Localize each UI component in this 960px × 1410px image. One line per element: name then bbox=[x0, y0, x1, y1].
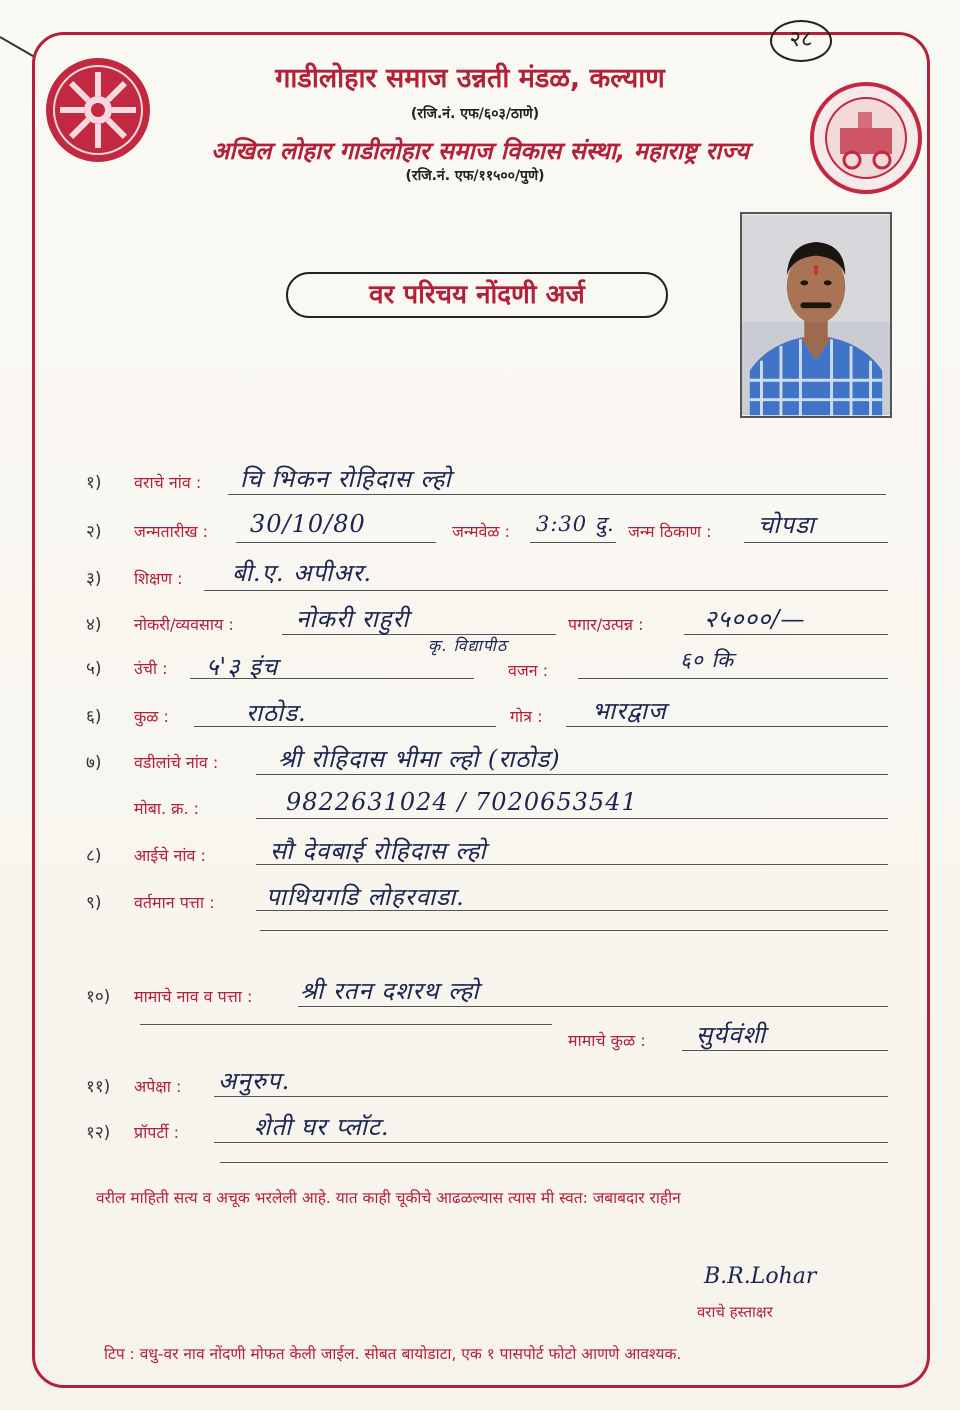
org-title: गाडीलोहार समाज उन्नती मंडळ, कल्याण bbox=[275, 63, 665, 94]
value-expectation: अनुरुप. bbox=[218, 1067, 291, 1095]
line-weight bbox=[578, 678, 888, 679]
line-mobile bbox=[256, 818, 888, 819]
line-dob bbox=[236, 542, 436, 543]
label-mobile: मोबा. क्र. : bbox=[134, 799, 200, 818]
label-salary: पगार/उत्पन्न : bbox=[568, 615, 644, 634]
field-number: ३) bbox=[86, 569, 102, 589]
value-father-name: श्री रोहिदास भीमा ल्हो (राठोड) bbox=[278, 745, 561, 773]
value-kul: राठोड. bbox=[246, 699, 307, 727]
field-number: १२) bbox=[86, 1123, 111, 1143]
org-subtitle: अखिल लोहार गाडीलोहार समाज विकास संस्था, महाराष्ट्र राज्य bbox=[210, 137, 750, 165]
value-salary: २५०००/— bbox=[704, 605, 806, 633]
label-dob: जन्मतारीख : bbox=[134, 522, 209, 541]
passport-photo bbox=[740, 212, 892, 418]
label-expectation: अपेक्षा : bbox=[134, 1077, 182, 1096]
field-number: ५) bbox=[86, 659, 102, 679]
signature-label: वराचे हस्ताक्षर bbox=[697, 1303, 773, 1321]
value-education: बी.ए. अपीअर. bbox=[232, 559, 373, 587]
line-address-2 bbox=[260, 930, 888, 931]
value-occupation: नोकरी राहुरी bbox=[296, 605, 410, 633]
field-number: २) bbox=[86, 522, 102, 542]
line-education bbox=[204, 590, 888, 591]
label-occupation: नोकरी/व्यवसाय : bbox=[134, 615, 234, 634]
declaration-text: वरील माहिती सत्य व अचूक भरलेली आहे. यात काही चूकीचे आढळल्यास त्यास मी स्वत: जबाबदार राहीन bbox=[96, 1189, 681, 1207]
label-uncle-kul: मामाचे कुळ : bbox=[568, 1031, 646, 1050]
value-address: पाथियगडि लोहरवाडा. bbox=[266, 883, 465, 911]
label-education: शिक्षण : bbox=[134, 569, 183, 588]
label-groom-name: वराचे नांव : bbox=[134, 473, 202, 492]
label-address: वर्तमान पत्ता : bbox=[134, 893, 215, 912]
value-birth-place: चोपडा bbox=[758, 511, 816, 539]
form-title: वर परिचय नोंदणी अर्ज bbox=[286, 272, 668, 318]
org-registration: (रजि.नं. एफ/६०३/ठाणे) bbox=[410, 106, 540, 122]
label-maternal-uncle: मामाचे नाव व पत्ता : bbox=[134, 987, 253, 1006]
label-mother-name: आईचे नांव : bbox=[134, 846, 206, 865]
org-subtitle-registration: (रजि.नं. एफ/११५००/पुणे) bbox=[405, 168, 545, 184]
line-property-2 bbox=[220, 1162, 888, 1163]
value-mobile: 9822631024 / 7020653541 bbox=[286, 788, 638, 816]
value-height: ५'३ इंच bbox=[206, 653, 279, 681]
value-birth-time: 3:30 दु. bbox=[536, 512, 615, 536]
value-gotra: भारद्वाज bbox=[592, 697, 667, 725]
field-number: १०) bbox=[86, 987, 111, 1007]
line-birth-place bbox=[744, 542, 888, 543]
org-seal-left-icon bbox=[44, 56, 152, 164]
value-weight: ६० कि bbox=[680, 648, 735, 672]
field-number: ७) bbox=[86, 753, 102, 773]
value-mother-name: सौ देवबाई रोहिदास ल्हो bbox=[270, 837, 487, 865]
field-number: १) bbox=[86, 473, 102, 493]
label-height: उंची : bbox=[134, 659, 168, 678]
label-property: प्रॉपर्टी : bbox=[134, 1123, 180, 1142]
footer-note: टिप : वधु-वर नाव नोंदणी मोफत केली जाईल. सोबत बायोडाटा, एक १ पासपोर्ट फोटो आणणे आवश्यक. bbox=[104, 1345, 682, 1363]
field-number: ८) bbox=[86, 846, 102, 866]
field-number: ११) bbox=[86, 1077, 111, 1097]
corner-mark bbox=[0, 36, 35, 58]
value-uncle-kul: सुर्यवंशी bbox=[696, 1021, 767, 1049]
label-birth-place: जन्म ठिकाण : bbox=[628, 522, 712, 541]
label-gotra: गोत्र : bbox=[510, 707, 543, 726]
label-weight: वजन : bbox=[508, 661, 549, 680]
field-number: ९) bbox=[86, 893, 102, 913]
value-dob: 30/10/80 bbox=[250, 510, 366, 538]
label-kul: कुळ : bbox=[134, 707, 169, 726]
value-maternal-uncle: श्री रतन दशरथ ल्हो bbox=[300, 977, 480, 1005]
line-expectation bbox=[214, 1096, 888, 1097]
value-occupation-extra: कृ. विद्यापीठ bbox=[428, 636, 508, 655]
field-number: ४) bbox=[86, 615, 102, 635]
line-birth-time bbox=[530, 542, 616, 543]
label-birth-time: जन्मवेळ : bbox=[452, 522, 511, 541]
org-seal-right-icon bbox=[810, 82, 922, 194]
line-kul bbox=[194, 726, 496, 727]
field-number: ६) bbox=[86, 707, 102, 727]
value-property: शेती घर प्लॉट. bbox=[254, 1113, 390, 1141]
page-number: २८ bbox=[770, 20, 832, 62]
value-groom-name: चि भिकन रोहिदास ल्हो bbox=[240, 465, 452, 493]
label-father-name: वडीलांचे नांव : bbox=[134, 753, 219, 772]
line-maternal-uncle-2 bbox=[140, 1024, 552, 1025]
signature: B.R.Lohar bbox=[704, 1264, 817, 1289]
